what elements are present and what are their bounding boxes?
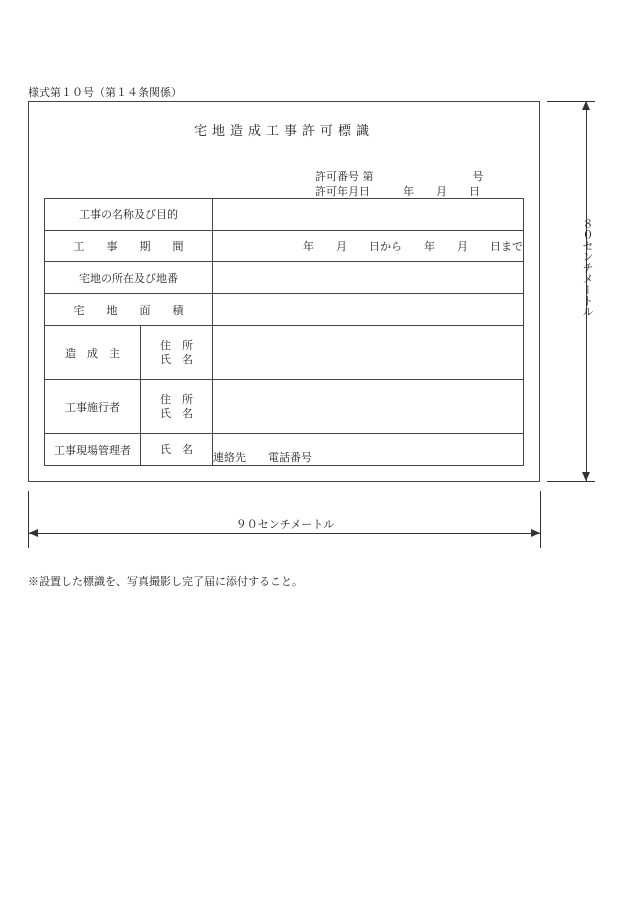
location-label: 宅地の所在及び地番 [45,262,213,294]
arrow-down-icon [582,472,590,481]
arrow-up-icon [582,101,590,110]
period-value: 年 月 日から 年 月 日まで [213,230,524,262]
height-dimension-label: ８０センチメートル [581,218,594,317]
table-row [45,325,524,379]
developer-value [213,325,524,379]
table-row [45,230,524,262]
sign-title: 宅地造成工事許可標識 [193,124,374,139]
developer-address-name-labels [141,325,213,379]
sign-table [44,198,524,466]
table-row [45,294,524,326]
width-dimension-line [29,533,541,534]
site-manager-label: 工事現場管理者 [45,434,141,466]
note: ※設置した標識を、写真撮影し完了届に添付すること。 [28,575,303,588]
name-label: 氏 名 [160,352,193,366]
period-label: 工 事 期 間 [45,230,213,262]
address-label: 住 所 [160,338,193,352]
name-purpose-label: 工事の名称及び目的 [45,199,213,231]
table-row [45,199,524,231]
contractor-address-name-labels [141,380,213,434]
location-value [213,262,524,294]
site-manager-name-label [141,434,213,466]
contractor-value [213,380,524,434]
address-label: 住 所 [160,392,193,406]
name-purpose-value [213,199,524,231]
contact-label: 連絡先 電話番号 [213,434,524,466]
name-label: 氏 名 [160,406,193,420]
table-row [45,434,524,466]
developer-label: 造 成 主 [45,325,141,379]
area-label: 宅 地 面 積 [45,294,213,326]
permit-number-line: 許可番号 第 号 [315,170,484,183]
dimension-tick-bottom [547,481,595,482]
name-label: 氏 名 [160,442,193,456]
area-value [213,294,524,326]
table-row [45,380,524,434]
permit-date-line: 許可年月日 年 月 日 [315,185,480,198]
width-dimension-label: ９０センチメートル [235,518,335,531]
form-number: 様式第１０号（第１４条関係） [28,86,182,99]
contractor-label: 工事施行者 [45,380,141,434]
table-row [45,262,524,294]
